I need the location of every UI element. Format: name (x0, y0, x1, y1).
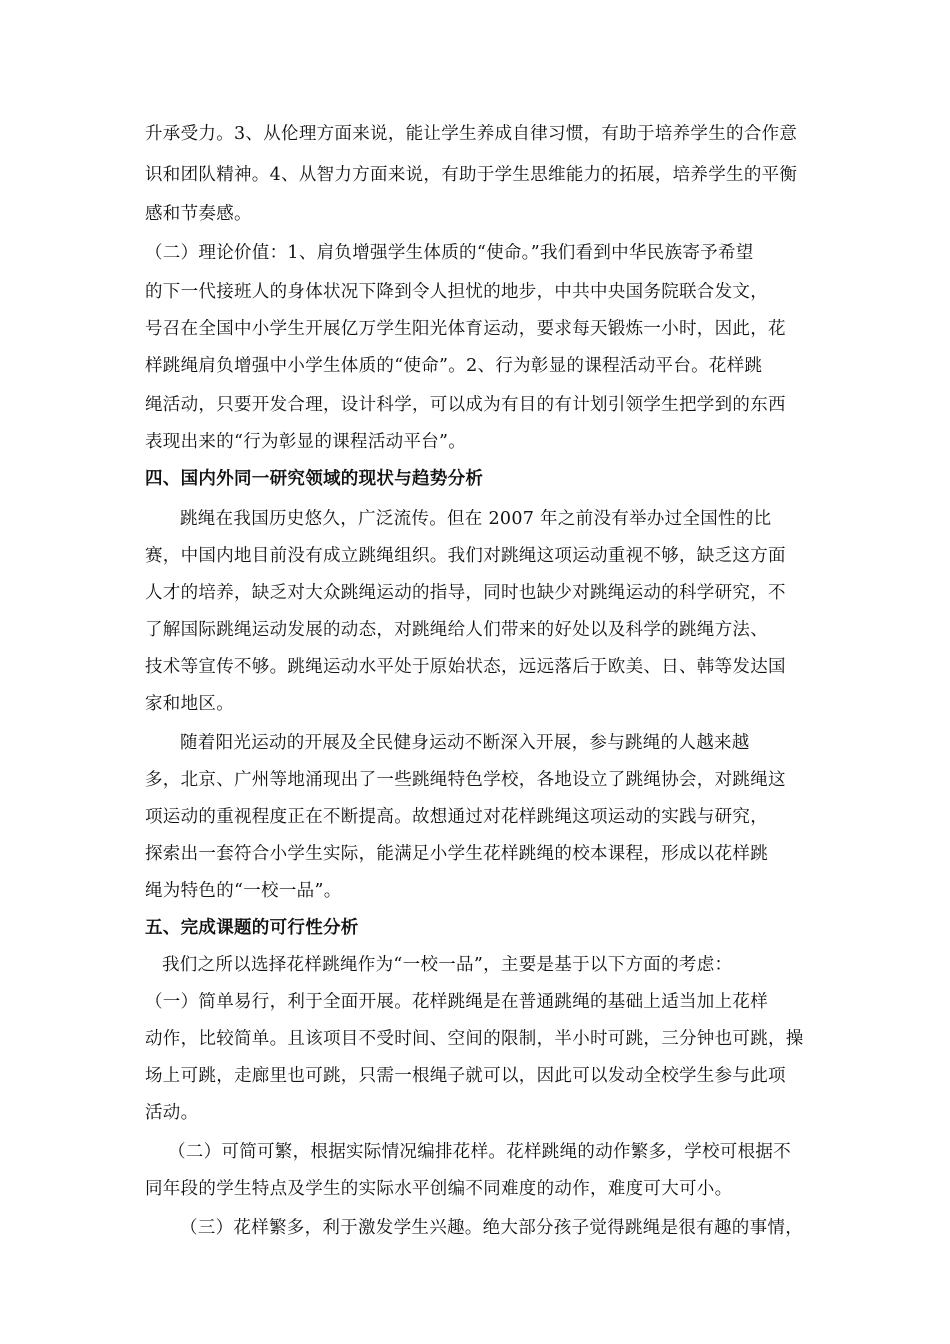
body-line: （二）理论价值：1、肩负增强学生体质的“使命。”我们看到中华民族寄予希望 (145, 243, 754, 263)
body-line: 绳为特色的“一校一品”。 (145, 881, 342, 901)
body-line: 升承受力。3、从伦理方面来说，能让学生养成自律习惯，有助于培养学生的合作意 (145, 124, 798, 144)
body-line: 感和节奏感。 (145, 204, 252, 224)
body-line: 探索出一套符合小学生实际，能满足小学生花样跳绳的校本课程，形成以花样跳 (145, 844, 768, 864)
body-line: 场上可跳，走廊里也可跳，只需一根绳子就可以，因此可以发动全校学生参与此项 (145, 1066, 786, 1086)
body-line: 绳活动，只要开发合理，设计科学，可以成为有目的有计划引领学生把学到的东西 (145, 395, 786, 415)
body-line: 技术等宣传不够。跳绳运动水平处于原始状态，远远落后于欧美、日、韩等发达国 (145, 657, 786, 677)
body-line: 项运动的重视程度正在不断提高。故想通过对花样跳绳这项运动的实践与研究， (145, 807, 768, 827)
section-heading-5: 五、完成课题的可行性分析 (145, 918, 359, 938)
body-line: 跳绳在我国历史悠久，广泛流传。但在 2007 年之前没有举办过全国性的比 (180, 509, 772, 529)
body-line: 动作，比较简单。且该项目不受时间、空间的限制，半小时可跳，三分钟也可跳，操 (145, 1029, 804, 1049)
body-line: 我们之所以选择花样跳绳作为“一校一品”，主要是基于以下方面的考虑： (162, 955, 733, 975)
body-line: 随着阳光运动的开展及全民健身运动不断深入开展，参与跳绳的人越来越 (180, 733, 750, 753)
section-heading-4: 四、国内外同一研究领域的现状与趋势分析 (145, 469, 484, 489)
body-line: 多，北京、广州等地涌现出了一些跳绳特色学校，各地设立了跳绳协会，对跳绳这 (145, 770, 786, 790)
body-line: （二）可简可繁，根据实际情况编排花样。花样跳绳的动作繁多，学校可根据不 (168, 1142, 791, 1162)
body-line: 的下一代接班人的身体状况下降到令人担忧的地步，中共中央国务院联合发文， (145, 282, 768, 302)
body-line: 同年段的学生特点及学生的实际水平创编不同难度的动作，难度可大可小。 (145, 1179, 733, 1199)
body-line: 识和团队精神。4、从智力方面来说，有助于学生思维能力的拓展，培养学生的平衡 (145, 165, 798, 185)
body-line: 家和地区。 (145, 694, 234, 714)
body-line: 表现出来的“行为彰显的课程活动平台”。 (145, 432, 467, 452)
body-line: （三）花样繁多，利于激发学生兴趣。绝大部分孩子觉得跳绳是很有趣的事情， (180, 1218, 803, 1238)
body-line: 赛，中国内地目前没有成立跳绳组织。我们对跳绳这项运动重视不够，缺乏这方面 (145, 546, 786, 566)
body-line: 样跳绳肩负增强中小学生体质的“使命”。2、行为彰显的课程活动平台。花样跳 (145, 356, 763, 376)
body-line: （一）简单易行，利于全面开展。花样跳绳是在普通跳绳的基础上适当加上花样 (145, 992, 768, 1012)
body-line: 人才的培养，缺乏对大众跳绳运动的指导，同时也缺少对跳绳运动的科学研究，不 (145, 583, 786, 603)
body-line: 活动。 (145, 1103, 199, 1123)
body-line: 了解国际跳绳运动发展的动态，对跳绳给人们带来的好处以及科学的跳绳方法、 (145, 620, 768, 640)
body-line: 号召在全国中小学生开展亿万学生阳光体育运动，要求每天锻炼一小时，因此，花 (145, 319, 786, 339)
